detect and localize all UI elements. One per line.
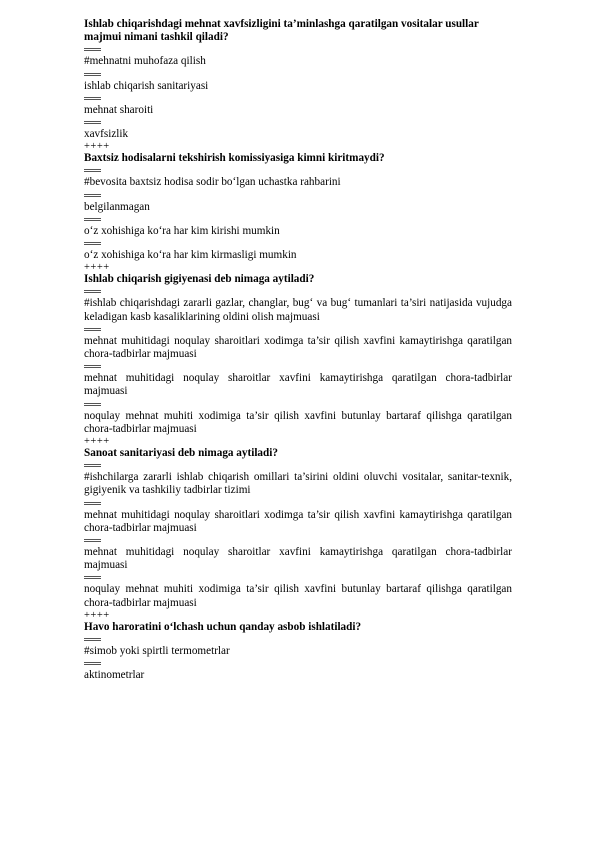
separator bbox=[84, 401, 512, 408]
separator bbox=[84, 167, 512, 174]
answer-option: #ishlab chiqarishdagi zararli gazlar, changlar, bug‘ va bug‘ tumanlari ta’siri natijasida vujudga keladigan kasb kasaliklarining oldini olish majmuasi bbox=[84, 297, 512, 323]
question-separator: ++++ bbox=[84, 262, 110, 274]
answer-option: xavfsizlik bbox=[84, 128, 129, 141]
question-separator: ++++ bbox=[84, 609, 110, 621]
separator bbox=[84, 71, 512, 78]
answer-option: mehnat muhitidagi noqulay sharoitlar xavfini kamaytirishga qaratilgan chora-tadbirlar majmuasi bbox=[84, 372, 512, 398]
answer-option: belgilanmagan bbox=[84, 200, 150, 213]
separator bbox=[84, 660, 512, 667]
question-4: Sanoat sanitariyasi deb nimaga aytiladi? bbox=[84, 447, 278, 460]
answer-option: noqulay mehnat muhiti xodimiga ta’sir qilish xavfini butunlay bartaraf qilishga qaratilgan chora-tadbirlar majmuasi bbox=[84, 409, 512, 435]
separator bbox=[84, 46, 512, 53]
answer-option: mehnat muhitidagi noqulay sharoitlari xodimga ta’sir qilish xavfini kamaytirishga qaratilgan chora-tadbirlar majmuasi bbox=[84, 334, 512, 361]
answer-option: #bevosita baxtsiz hodisa sodir bo‘lgan uchastka rahbarini bbox=[84, 176, 341, 189]
separator bbox=[84, 95, 512, 102]
answer-option: mehnat muhitidagi noqulay sharoitlari xodimga ta’sir qilish xavfini kamaytirishga qaratilgan chora-tadbirlar majmuasi bbox=[84, 508, 512, 534]
question-2: Baxtsiz hodisalarni tekshirish komissiyasiga kimni kiritmaydi? bbox=[84, 152, 385, 165]
separator bbox=[84, 363, 512, 370]
answer-option: ishlab chiqarish sanitariyasi bbox=[84, 79, 209, 92]
answer-option: mehnat sharoiti bbox=[84, 103, 154, 116]
answer-option: o‘z xohishiga ko‘ra har kim kirmasligi mumkin bbox=[84, 249, 297, 262]
document-page bbox=[84, 18, 512, 683]
separator bbox=[84, 216, 512, 223]
answer-option: aktinometrlar bbox=[84, 669, 145, 682]
question-separator: ++++ bbox=[84, 436, 110, 448]
answer-option: #ishchilarga zararli ishlab chiqarish omillari ta’sirini oldini oluvchi vositalar, sanitar-texnik, gigiyenik va tashkiliy tadbirlar tizimi bbox=[84, 471, 512, 497]
separator bbox=[84, 537, 512, 544]
separator bbox=[84, 636, 512, 643]
separator bbox=[84, 288, 512, 295]
answer-option: #simob yoki spirtli termometrlar bbox=[84, 645, 230, 658]
answer-option: #mehnatni muhofaza qilish bbox=[84, 55, 206, 68]
question-5: Havo haroratini o‘lchash uchun qanday asbob ishlatiladi? bbox=[84, 620, 362, 633]
separator bbox=[84, 119, 512, 126]
question-separator: ++++ bbox=[84, 141, 110, 153]
separator bbox=[84, 462, 512, 469]
answer-option: o‘z xohishiga ko‘ra har kim kirishi mumkin bbox=[84, 224, 280, 237]
question-1: Ishlab chiqarishdagi mehnat xavfsizligini ta’minlashga qaratilgan vositalar usullar majmui nimani tashkil qiladi? bbox=[84, 18, 479, 44]
separator bbox=[84, 240, 512, 247]
separator bbox=[84, 192, 512, 199]
separator bbox=[84, 500, 512, 507]
question-3: Ishlab chiqarish gigiyenasi deb nimaga aytiladi? bbox=[84, 273, 315, 286]
answer-option: noqulay mehnat muhiti xodimiga ta’sir qilish xavfini butunlay bartaraf qilishga qaratilgan chora-tadbirlar majmuasi bbox=[84, 583, 512, 609]
answer-option: mehnat muhitidagi noqulay sharoitlar xavfini kamaytirishga qaratilgan chora-tadbirlar majmuasi bbox=[84, 546, 512, 572]
separator bbox=[84, 326, 512, 333]
separator bbox=[84, 574, 512, 581]
